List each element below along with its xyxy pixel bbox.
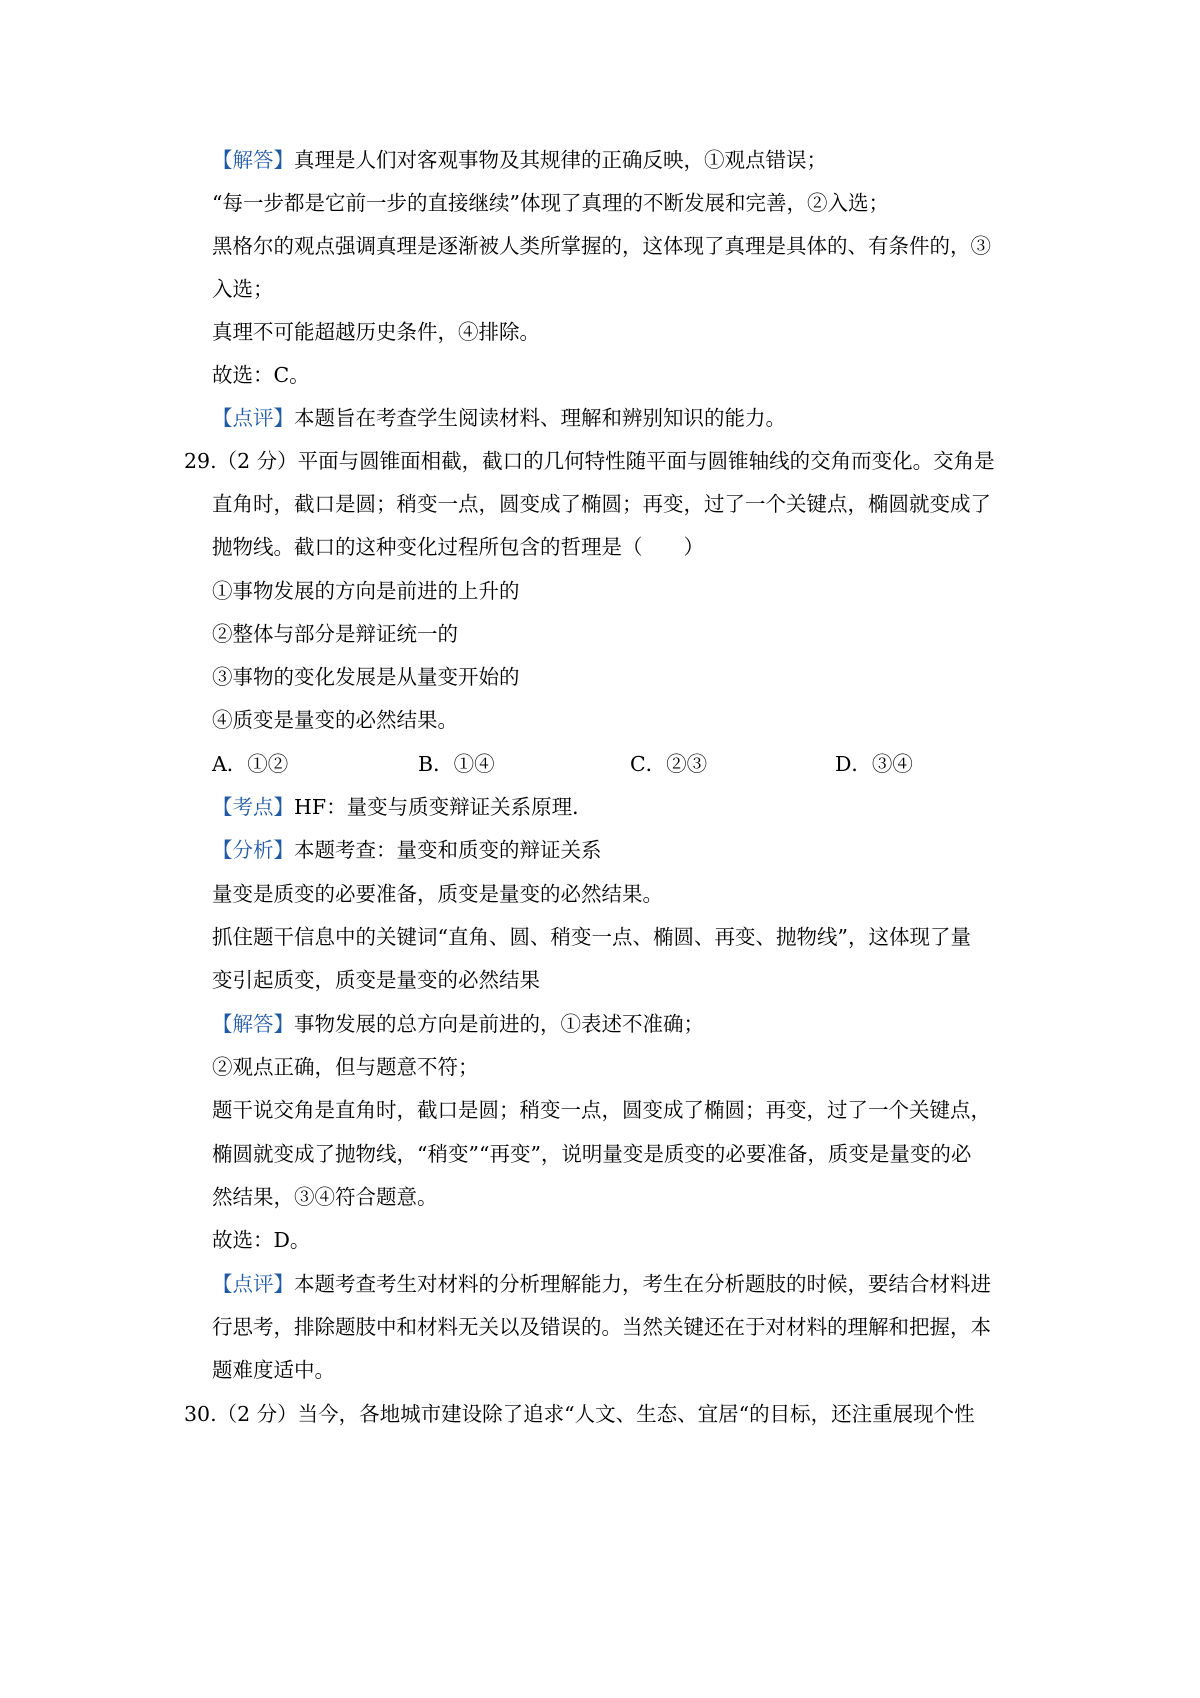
q29-answer-line-3: 题干说交角是直角时，截口是圆；稍变一点，圆变成了椭圆；再变，过了一个关键点，: [212, 1098, 991, 1122]
q28-review: 【点评】本题旨在考查学生阅读材料、理解和辨别知识的能力。: [212, 406, 786, 430]
q28-answer-line-2: “每一步都是它前一步的直接继续”体现了真理的不断发展和完善，②入选；: [212, 191, 889, 215]
q29-stem-line-1: 29.（2 分）平面与圆锥面相截，截口的几何特性随平面与圆锥轴线的交角而变化。交角是: [184, 449, 995, 473]
q29-analysis-line-2: 量变是质变的必要准备，质变是量变的必然结果。: [212, 882, 663, 906]
option-a: A．①②: [212, 752, 289, 776]
q28-answer-line-1: 【解答】真理是人们对客观事物及其规律的正确反映，①观点错误；: [212, 148, 827, 172]
question-score: （2 分）: [216, 449, 298, 473]
q29-statement-2: ②整体与部分是辩证统一的: [212, 622, 458, 646]
q29-stem-line-2: 直角时，截口是圆；稍变一点，圆变成了椭圆；再变，过了一个关键点，椭圆就变成了: [212, 492, 991, 516]
q28-answer-line-6: 故选：C。: [212, 363, 310, 387]
q29-kaodian: 【考点】HF：量变与质变辩证关系原理．: [212, 795, 593, 819]
answer-tag: 【解答】: [212, 1012, 294, 1036]
q29-review-line-3: 题难度适中。: [212, 1358, 335, 1382]
q29-review-line-2: 行思考，排除题肢中和材料无关以及错误的。当然关键还在于对材料的理解和把握，本: [212, 1315, 991, 1339]
review-tag: 【点评】: [212, 406, 294, 430]
q29-answer-line-2: ②观点正确，但与题意不符；: [212, 1055, 479, 1079]
q29-analysis-line-3: 抓住题干信息中的关键词“直角、圆、稍变一点、椭圆、再变、抛物线”，这体现了量: [212, 925, 971, 949]
q29-review-line-1: 【点评】本题考查考生对材料的分析理解能力，考生在分析题肢的时候，要结合材料进: [212, 1272, 991, 1296]
q29-statement-4: ④质变是量变的必然结果。: [212, 708, 458, 732]
q28-answer-line-5: 真理不可能超越历史条件，④排除。: [212, 320, 540, 344]
question-score: （2 分）: [216, 1402, 298, 1426]
q29-statement-3: ③事物的变化发展是从量变开始的: [212, 665, 520, 689]
question-number: 29.: [184, 449, 217, 473]
q29-answer-line-4: 椭圆就变成了抛物线，“稍变”“再变”，说明量变是质变的必要准备，质变是量变的必: [212, 1142, 972, 1166]
analysis-tag: 【分析】: [212, 838, 294, 862]
q29-stem-line-3: 抛物线。截口的这种变化过程所包含的哲理是（ ）: [212, 535, 704, 559]
kaodian-tag: 【考点】: [212, 795, 294, 819]
option-b: B．①④: [418, 752, 495, 776]
q29-statement-1: ①事物发展的方向是前进的上升的: [212, 579, 520, 603]
option-c: C．②③: [630, 752, 708, 776]
q29-answer-line-1: 【解答】事物发展的总方向是前进的，①表述不准确；: [212, 1012, 704, 1036]
q28-answer-line-3: 黑格尔的观点强调真理是逐渐被人类所掌握的，这体现了真理是具体的、有条件的，③: [212, 234, 991, 258]
q29-answer-line-6: 故选：D。: [212, 1228, 311, 1252]
q29-analysis-line-4: 变引起质变，质变是量变的必然结果: [212, 968, 540, 992]
q29-analysis-line-1: 【分析】本题考查：量变和质变的辩证关系: [212, 838, 602, 862]
option-d: D．③④: [835, 752, 913, 776]
review-tag: 【点评】: [212, 1272, 294, 1296]
q29-answer-line-5: 然结果，③④符合题意。: [212, 1185, 438, 1209]
q30-stem-line-1: 30.（2 分）当今，各地城市建设除了追求“人文、生态、宜居“的目标，还注重展现个性: [184, 1402, 975, 1426]
question-number: 30.: [184, 1402, 217, 1426]
answer-tag: 【解答】: [212, 148, 294, 172]
q28-answer-line-4: 入选；: [212, 277, 274, 301]
